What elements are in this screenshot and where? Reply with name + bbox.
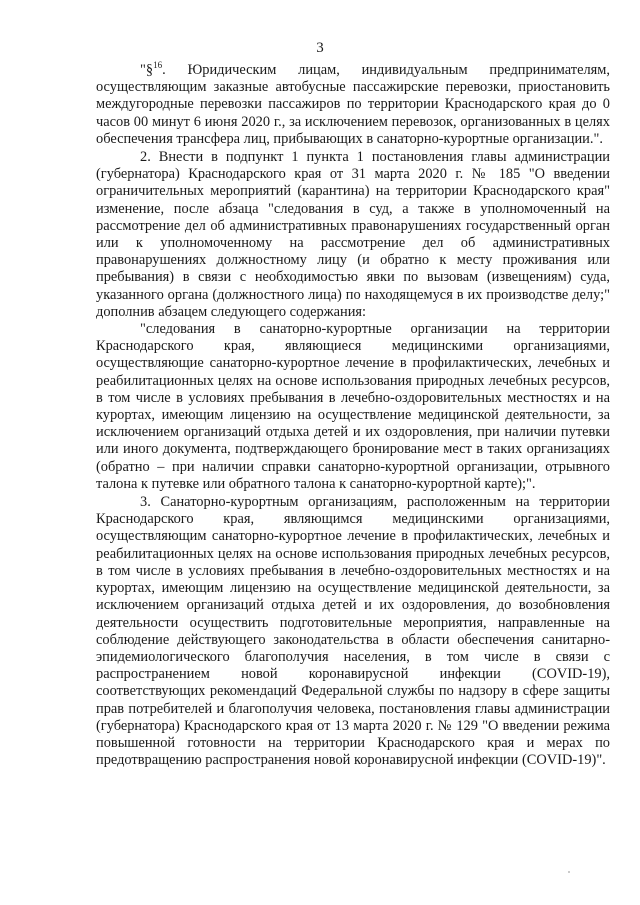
document-body bbox=[96, 62, 610, 769]
paragraph-inserted-clause: "следования в санаторно-курортные организации на территории Краснодарского края, являющиеся медицинскими организациями, осуществляющие санаторно-курортное лечение в профилактических, лечебных и реабилитационных целях на основе использования природных лечебных ресурсов, в том числе в условиях пребывания в лечебно-оздоровительных местностях и на курортах, имеющим лицензию на осуществление медицинской деятельности, за исключением организаций отдыха детей и их оздоровления, при наличии путевки или иного документа, подтверждающего бронирование мест в таких организациях (обратно – при наличии справки санаторно-курортной организации, отрывного талона к путевке или обратного талона к санаторно-курортной карте);". bbox=[96, 321, 610, 492]
paragraph-section-16 bbox=[96, 62, 610, 148]
paragraph-item-2: 2. Внести в подпункт 1 пункта 1 постановления главы администрации (губернатора) Краснодарского края от 31 марта 2020 г. № 185 "О введении ограничительных мероприятий (карантина) на территории Краснодарского края" изменение, после абзаца "следования в суд, а также в уполномоченный на рассмотрение дел об административных правонарушениях государственный орган или к уполномоченному на рассмотрение дел об административных правонарушениях должностному лицу (и обратно к месту проживания или пребывания) в связи с необходимостью явки по вызовам (извещениям) суда, указанного органа (должностного лица) по находящемуся в их производстве делу;" дополнив абзацем следующего содержания: bbox=[96, 149, 610, 320]
paragraph-item-3: 3. Санаторно-курортным организациям, расположенным на территории Краснодарского края, являющимся медицинскими организациями, осуществляющим санаторно-курортное лечение в профилактических, лечебных и реабилитационных целях на основе использования природных лечебных ресурсов, в том числе в условиях пребывания в лечебно-оздоровительных местностях и на курортах, имеющим лицензию на осуществление медицинской деятельности, за исключением организаций отдыха детей и их оздоровления, до возобновления деятельности осуществить подготовительные мероприятия, направленные на соблюдение действующего законодательства в области обеспечения санитарно-эпидемиологического благополучия населения, в том числе в связи с распространением новой коронавирусной инфекции (COVID-19), соответствующих рекомендаций Федеральной службы по надзору в сфере защиты прав потребителей и благополучия человека, постановления главы администрации (губернатора) Краснодарского края от 13 марта 2020 г. № 129 "О введении режима повышенной готовности на территории Краснодарского края и мерах по предотвращению распространения новой коронавирусной инфекции (COVID-19)". bbox=[96, 494, 610, 769]
section-sign: "§ bbox=[140, 62, 154, 78]
scan-speck bbox=[568, 871, 570, 873]
page-number: 3 bbox=[316, 40, 324, 56]
section-superscript: 16 bbox=[153, 60, 163, 71]
paragraph-text: . Юридическим лицам, индивидуальным предпринимателям, осуществляющим заказные автобусные пассажирские перевозки, приостановить междугородные перевозки пассажиров по территории Краснодарского края до 0 часов 00 минут 6 июня 2020 г., за исключением перевозок, организованных в целях обеспечения трансфера лиц, прибывающих в санаторно-курортные организации.". bbox=[96, 62, 610, 147]
